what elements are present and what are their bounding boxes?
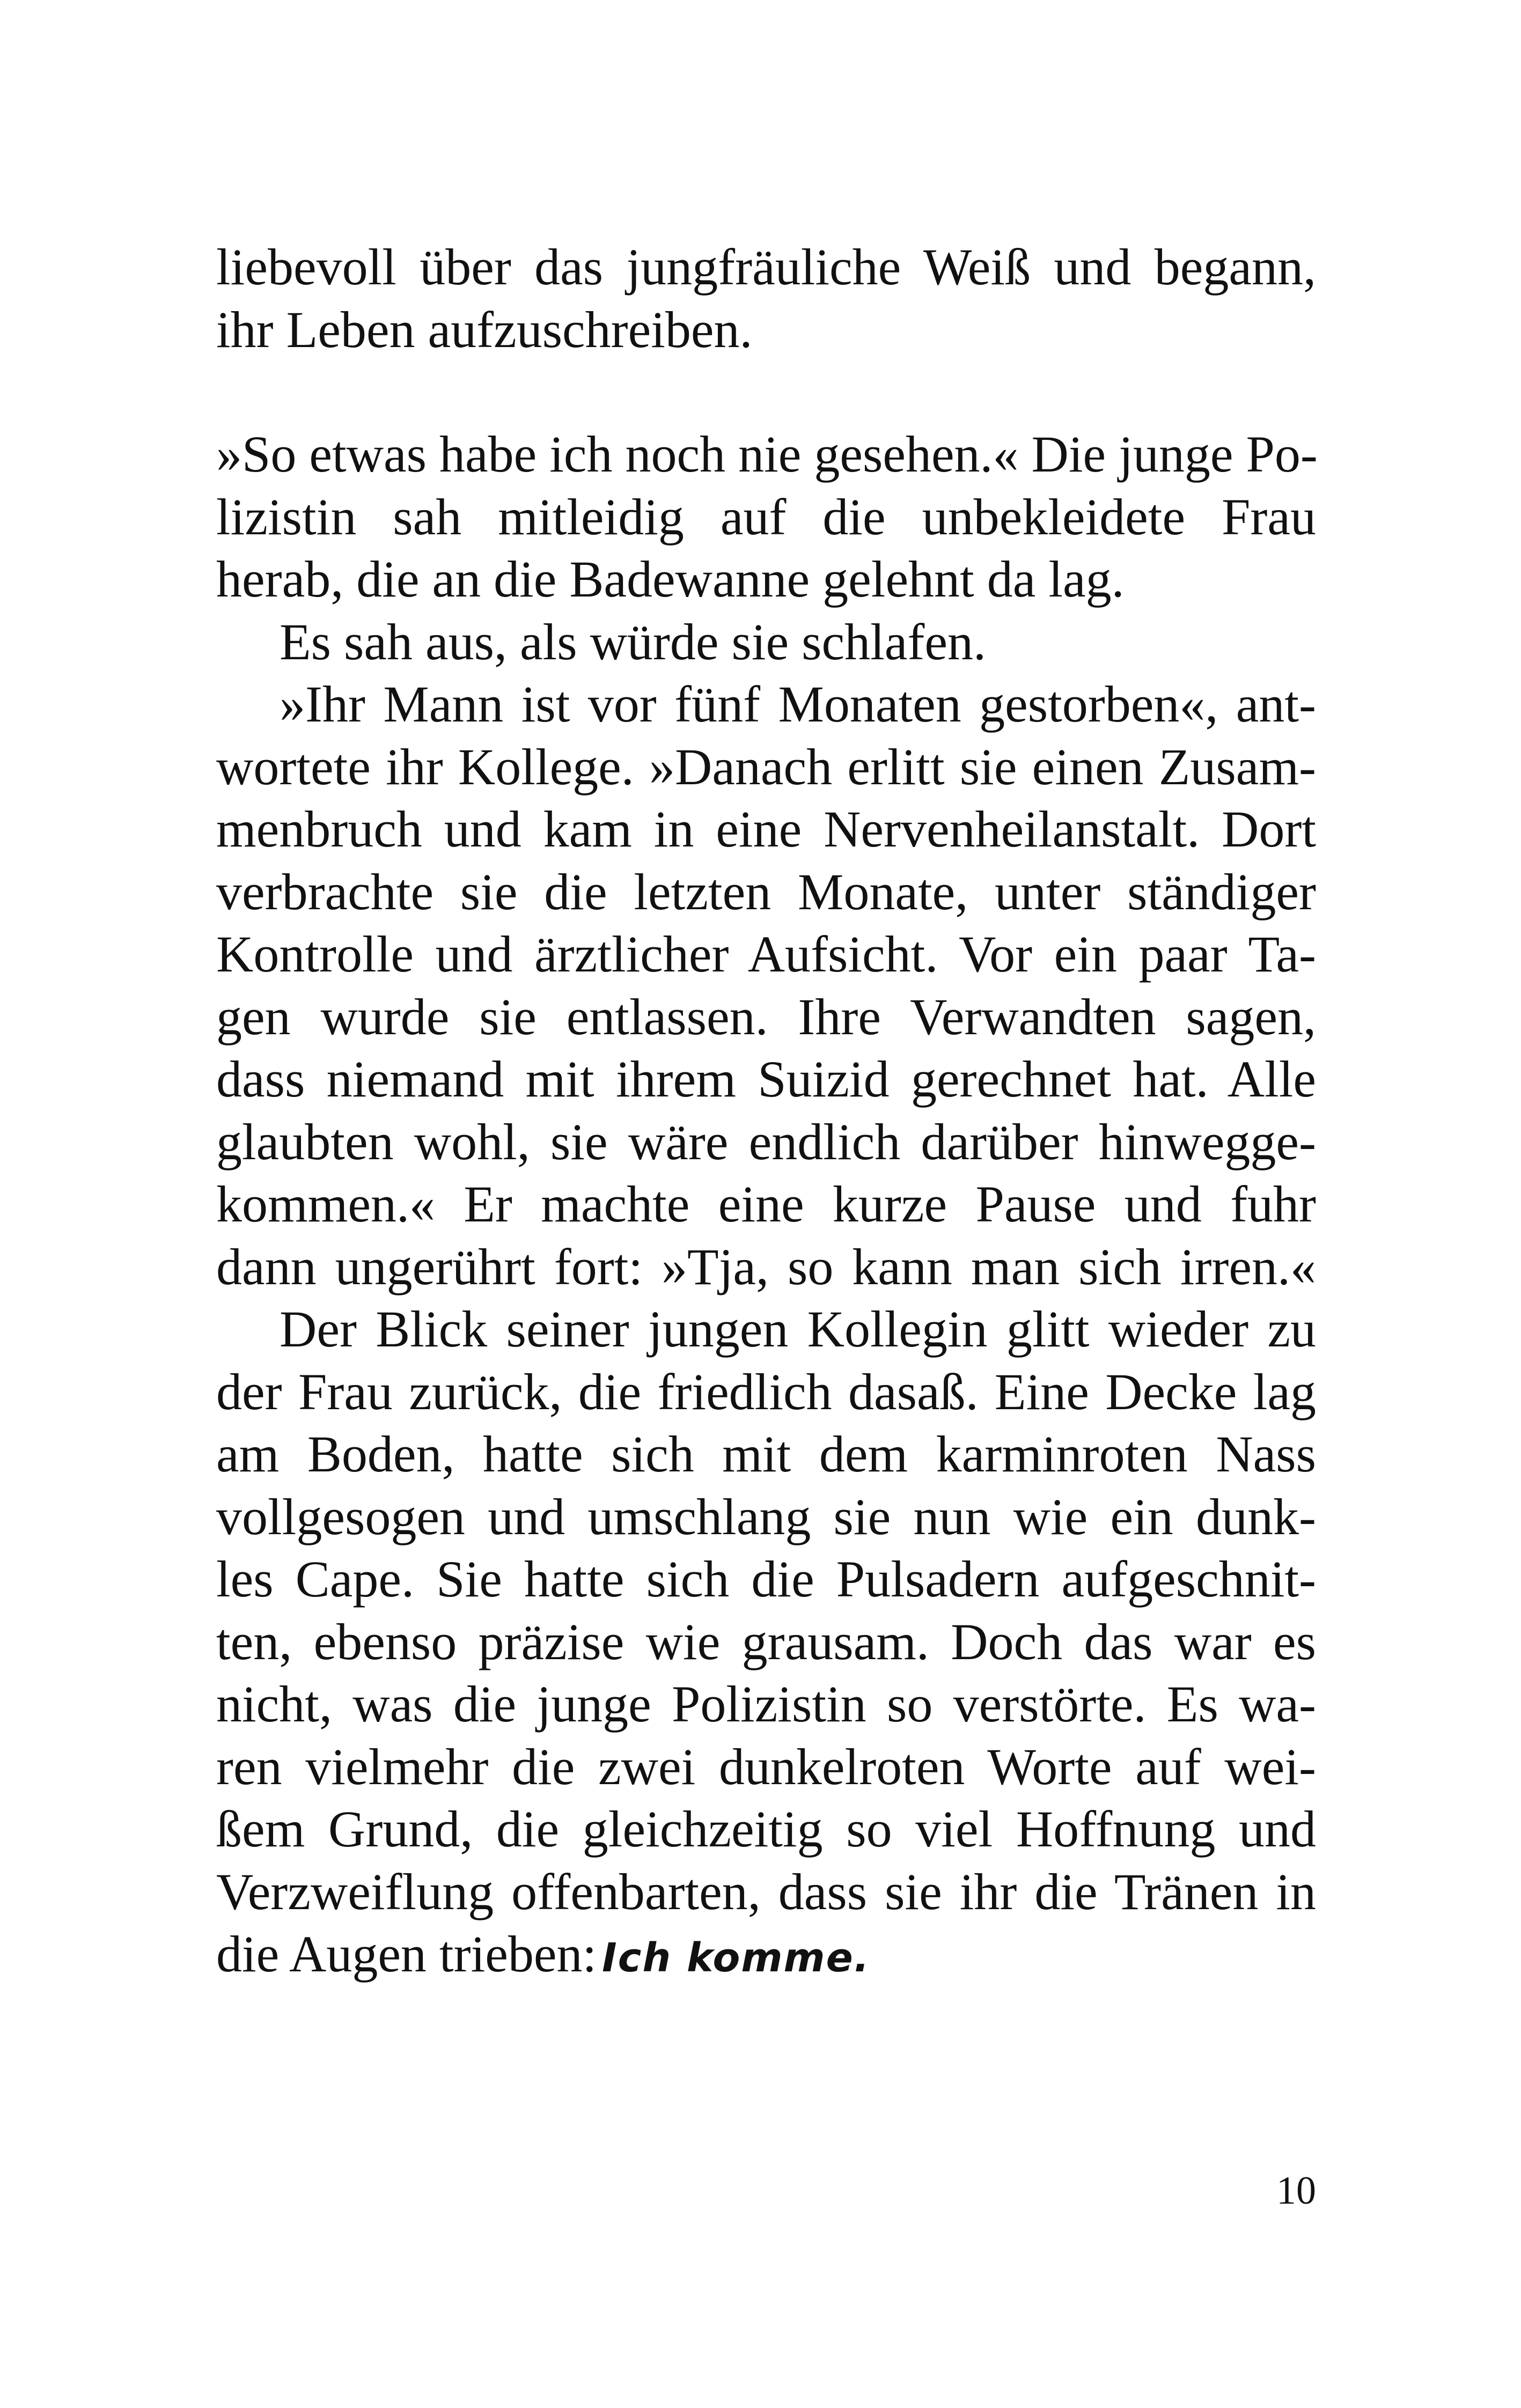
- text-line: »So etwas habe ich noch nie gesehen.« Die junge Po-: [216, 425, 1318, 483]
- text-line: verbrachte sie die letzten Monate, unter ständiger: [216, 863, 1316, 921]
- text-line: Der Blick seiner jungen Kollegin glitt wieder zu: [280, 1300, 1316, 1358]
- text-line: liebevoll über das jungfräuliche Weiß und begann,: [216, 238, 1316, 296]
- text-line: dass niemand mit ihrem Suizid gerechnet hat. Alle: [216, 1050, 1316, 1108]
- text-line: kommen.« Er machte eine kurze Pause und fuhr: [216, 1175, 1316, 1233]
- text-line: »Ihr Mann ist vor fünf Monaten gestorben«, ant-: [280, 675, 1316, 733]
- text-line: wortete ihr Kollege. »Danach erlitt sie einen Zusam-: [216, 738, 1316, 796]
- text-line: glaubten wohl, sie wäre endlich darüber hinwegge-: [216, 1113, 1316, 1170]
- text-line: nicht, was die junge Polizistin so verstörte. Es wa-: [216, 1675, 1316, 1733]
- paragraph: [216, 1298, 1316, 1986]
- page-number: 10: [1276, 2169, 1316, 2213]
- text-line: les Cape. Sie hatte sich die Pulsadern aufgeschnit-: [216, 1550, 1316, 1608]
- text-line: lizistin sah mitleidig auf die unbekleidete Frau: [216, 488, 1316, 546]
- text-line: ßem Grund, die gleichzeitig so viel Hoffnung und: [216, 1800, 1316, 1858]
- text-line: ihr Leben aufzuschreiben.: [216, 300, 753, 358]
- text-line: am Boden, hatte sich mit dem karminroten Nass: [216, 1425, 1316, 1483]
- paragraph: [216, 611, 1316, 674]
- text-line: ren vielmehr die zwei dunkelroten Worte auf wei-: [216, 1737, 1316, 1795]
- opening-paragraph: [216, 236, 1316, 361]
- text-line: der Frau zurück, die friedlich dasaß. Eine Decke lag: [216, 1363, 1316, 1420]
- handwritten-words: Ich komme.: [602, 1935, 870, 1981]
- text-line: menbruch und kam in eine Nervenheilanstalt. Dort: [216, 800, 1316, 858]
- paragraph: [216, 673, 1316, 1298]
- text-line: [216, 1923, 1316, 1986]
- text-line-content: die Augen trieben:: [216, 1925, 597, 1983]
- main-text: [216, 423, 1316, 1986]
- text-line: dann ungerührt fort: »Tja, so kann man sich irren.«: [216, 1238, 1316, 1295]
- text-line: herab, die an die Badewanne gelehnt da lag.: [216, 550, 1125, 608]
- text-line: ten, ebenso präzise wie grausam. Doch das war es: [216, 1612, 1316, 1670]
- text-line: vollgesogen und umschlang sie nun wie ein dunk-: [216, 1487, 1316, 1545]
- paragraph: [216, 423, 1316, 611]
- text-line: gen wurde sie entlassen. Ihre Verwandten sagen,: [216, 988, 1316, 1045]
- text-line: Kontrolle und ärztlicher Aufsicht. Vor ein paar Ta-: [216, 925, 1316, 983]
- text-line: Verzweiflung offenbarten, dass sie ihr die Tränen in: [216, 1862, 1316, 1920]
- text-line: Es sah aus, als würde sie schlafen.: [280, 613, 986, 671]
